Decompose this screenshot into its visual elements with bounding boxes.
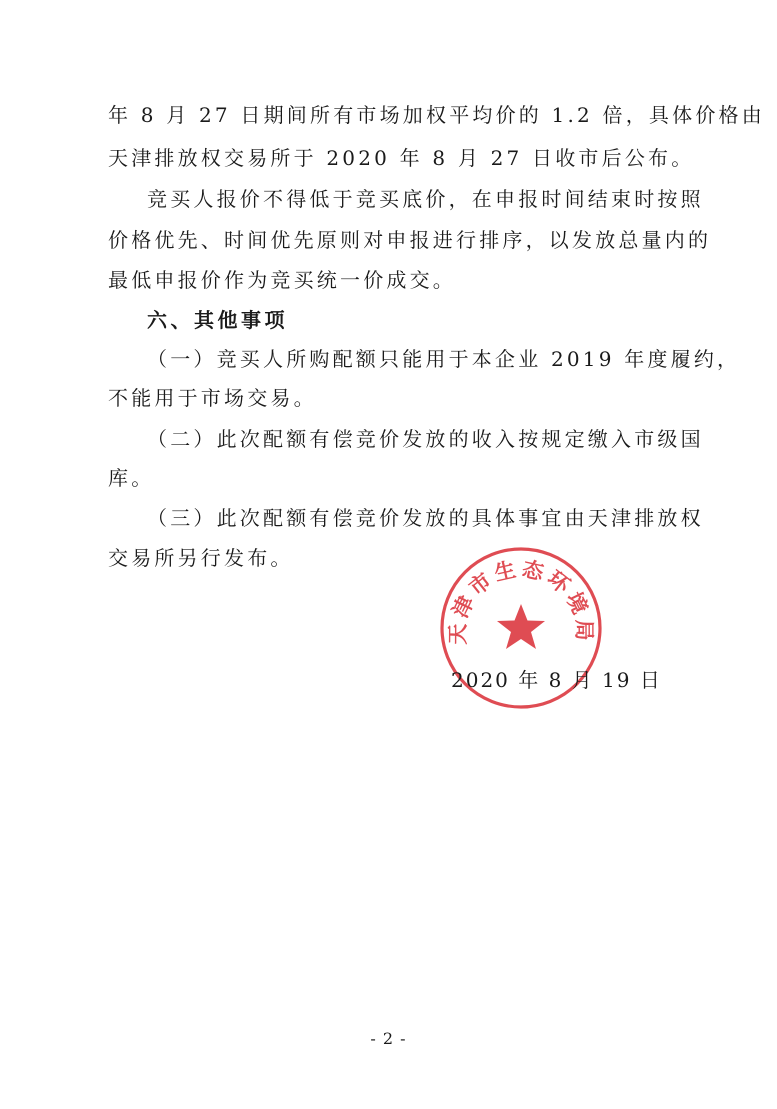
paragraph-line: 天津排放权交易所于 2020 年 8 月 27 日收市后公布。	[108, 146, 695, 170]
document-date: 2020 年 8 月 19 日	[451, 668, 662, 692]
seal-star-icon	[497, 604, 545, 649]
paragraph-line: 最低申报价作为竞买统一价成交。	[108, 268, 456, 292]
list-item: 不能用于市场交易。	[108, 386, 317, 410]
section-heading: 六、其他事项	[147, 308, 288, 332]
paragraph-line: 竞买人报价不得低于竞买底价，在申报时间结束时按照	[147, 187, 704, 211]
list-item: 库。	[108, 466, 155, 490]
list-item: （三）此次配额有偿竞价发放的具体事宜由天津排放权	[147, 506, 704, 530]
paragraph-line: 价格优先、时间优先原则对申报进行排序，以发放总量内的	[108, 228, 712, 252]
paragraph-line: 年 8 月 27 日期间所有市场加权平均价的 1.2 倍，具体价格由	[108, 103, 765, 127]
list-item: 交易所另行发布。	[108, 546, 294, 570]
page-number: - 2 -	[370, 1029, 407, 1048]
list-item: （一）竞买人所购配额只能用于本企业 2019 年度履约，	[147, 347, 741, 371]
seal-text: 天津市生态环境局	[444, 555, 598, 645]
list-item: （二）此次配额有偿竞价发放的收入按规定缴入市级国	[147, 427, 704, 451]
